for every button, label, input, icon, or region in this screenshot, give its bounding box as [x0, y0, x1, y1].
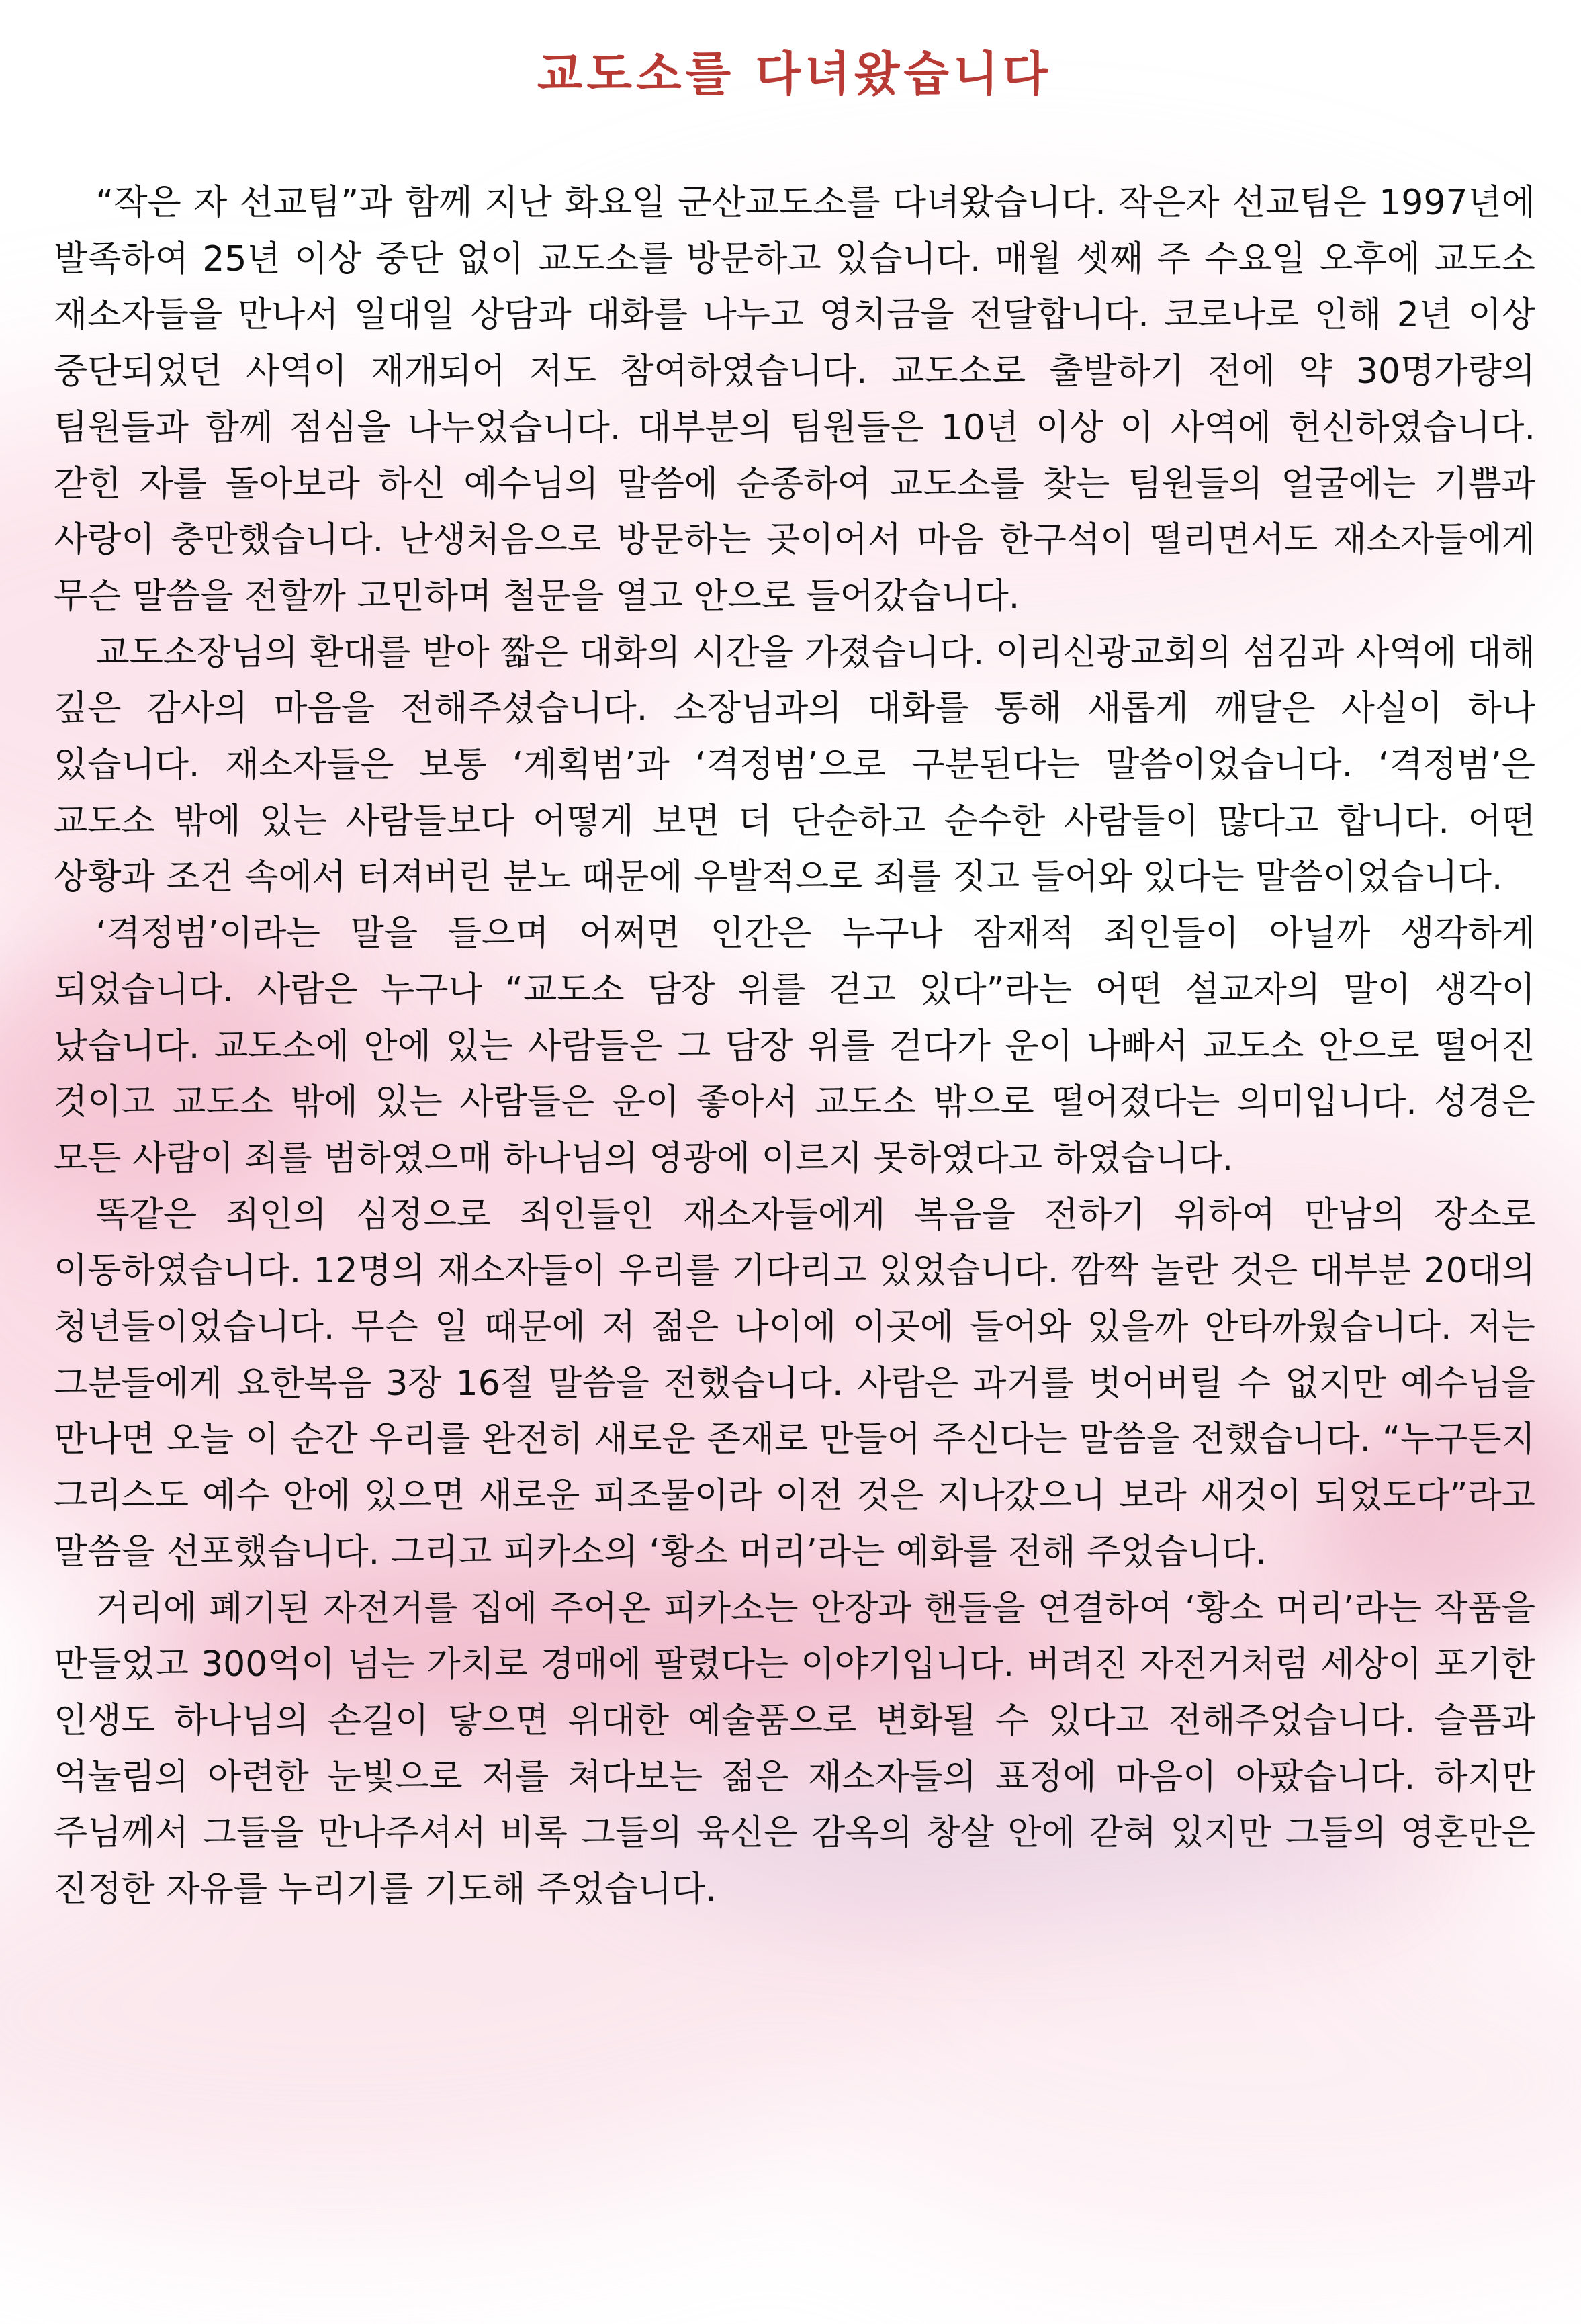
paragraph-5: 거리에 폐기된 자전거를 집에 주어온 피카소는 안장과 핸들을 연결하여 ‘황소 머리’라는 작품을 만들었고 300억이 넘는 가치로 경매에 팔렸다는 이야기입니다. 버려진 자전거처럼 세상이 포기한 인생도 하나님의 손길이 닿으면 위대한 예술품으로 변화될 수 있다고 전해주었습니다. 슬픔과 억눌림의 아련한 눈빛으로 저를 쳐다보는 젊은 재소자들의 표정에 마음이 아팠습니다. 하지만 주님께서 그들을 만나주셔서 비록 그들의 육신은 감옥의 창살 안에 갇혀 있지만 그들의 영혼만은 진정한 자유를 누리기를 기도해 주었습니다.	[54, 1581, 1535, 1918]
paragraph-2: 교도소장님의 환대를 받아 짧은 대화의 시간을 가졌습니다. 이리신광교회의 섬김과 사역에 대해 깊은 감사의 마음을 전해주셨습니다. 소장님과의 대화를 통해 새롭게 깨달은 사실이 하나 있습니다. 재소자들은 보통 ‘계획범’과 ‘격정범’으로 구분된다는 말씀이었습니다. ‘격정범’은 교도소 밖에 있는 사람들보다 어떻게 보면 더 단순하고 순수한 사람들이 많다고 합니다. 어떤 상황과 조건 속에서 터져버린 분노 때문에 우발적으로 죄를 짓고 들어와 있다는 말씀이었습니다.	[54, 625, 1535, 907]
paragraph-3: ‘격정범’이라는 말을 들으며 어쩌면 인간은 누구나 잠재적 죄인들이 아닐까 생각하게 되었습니다. 사람은 누구나 “교도소 담장 위를 걷고 있다”라는 어떤 설교자의 말이 생각이 났습니다. 교도소에 안에 있는 사람들은 그 담장 위를 걷다가 운이 나빠서 교도소 안으로 떨어진 것이고 교도소 밖에 있는 사람들은 운이 좋아서 교도소 밖으로 떨어졌다는 의미입니다. 성경은 모든 사람이 죄를 범하였으매 하나님의 영광에 이르지 못하였다고 하였습니다.	[54, 906, 1535, 1188]
paragraph-1: “작은 자 선교팀”과 함께 지난 화요일 군산교도소를 다녀왔습니다. 작은자 선교팀은 1997년에 발족하여 25년 이상 중단 없이 교도소를 방문하고 있습니다. 매월 셋째 주 수요일 오후에 교도소 재소자들을 만나서 일대일 상담과 대화를 나누고 영치금을 전달합니다. 코로나로 인해 2년 이상 중단되었던 사역이 재개되어 저도 참여하였습니다. 교도소로 출발하기 전에 약 30명가량의 팀원들과 함께 점심을 나누었습니다. 대부분의 팀원들은 10년 이상 이 사역에 헌신하였습니다. 갇힌 자를 돌아보라 하신 예수님의 말씀에 순종하여 교도소를 찾는 팀원들의 얼굴에는 기쁨과 사랑이 충만했습니다. 난생처음으로 방문하는 곳이어서 마음 한구석이 떨리면서도 재소자들에게 무슨 말씀을 전할까 고민하며 철문을 열고 안으로 들어갔습니다.	[54, 175, 1535, 625]
paragraph-4: 똑같은 죄인의 심정으로 죄인들인 재소자들에게 복음을 전하기 위하여 만남의 장소로 이동하였습니다. 12명의 재소자들이 우리를 기다리고 있었습니다. 깜짝 놀란 것은 대부분 20대의 청년들이었습니다. 무슨 일 때문에 저 젊은 나이에 이곳에 들어와 있을까 안타까웠습니다. 저는 그분들에게 요한복음 3장 16절 말씀을 전했습니다. 사람은 과거를 벗어버릴 수 없지만 예수님을 만나면 오늘 이 순간 우리를 완전히 새로운 존재로 만들어 주신다는 말씀을 전했습니다. “누구든지 그리스도 예수 안에 있으면 새로운 피조물이라 이전 것은 지나갔으니 보라 새것이 되었도다”라고 말씀을 선포했습니다. 그리고 피카소의 ‘황소 머리’라는 예화를 전해 주었습니다.	[54, 1188, 1535, 1581]
page-title: 교도소를 다녀왔습니다	[54, 37, 1535, 111]
